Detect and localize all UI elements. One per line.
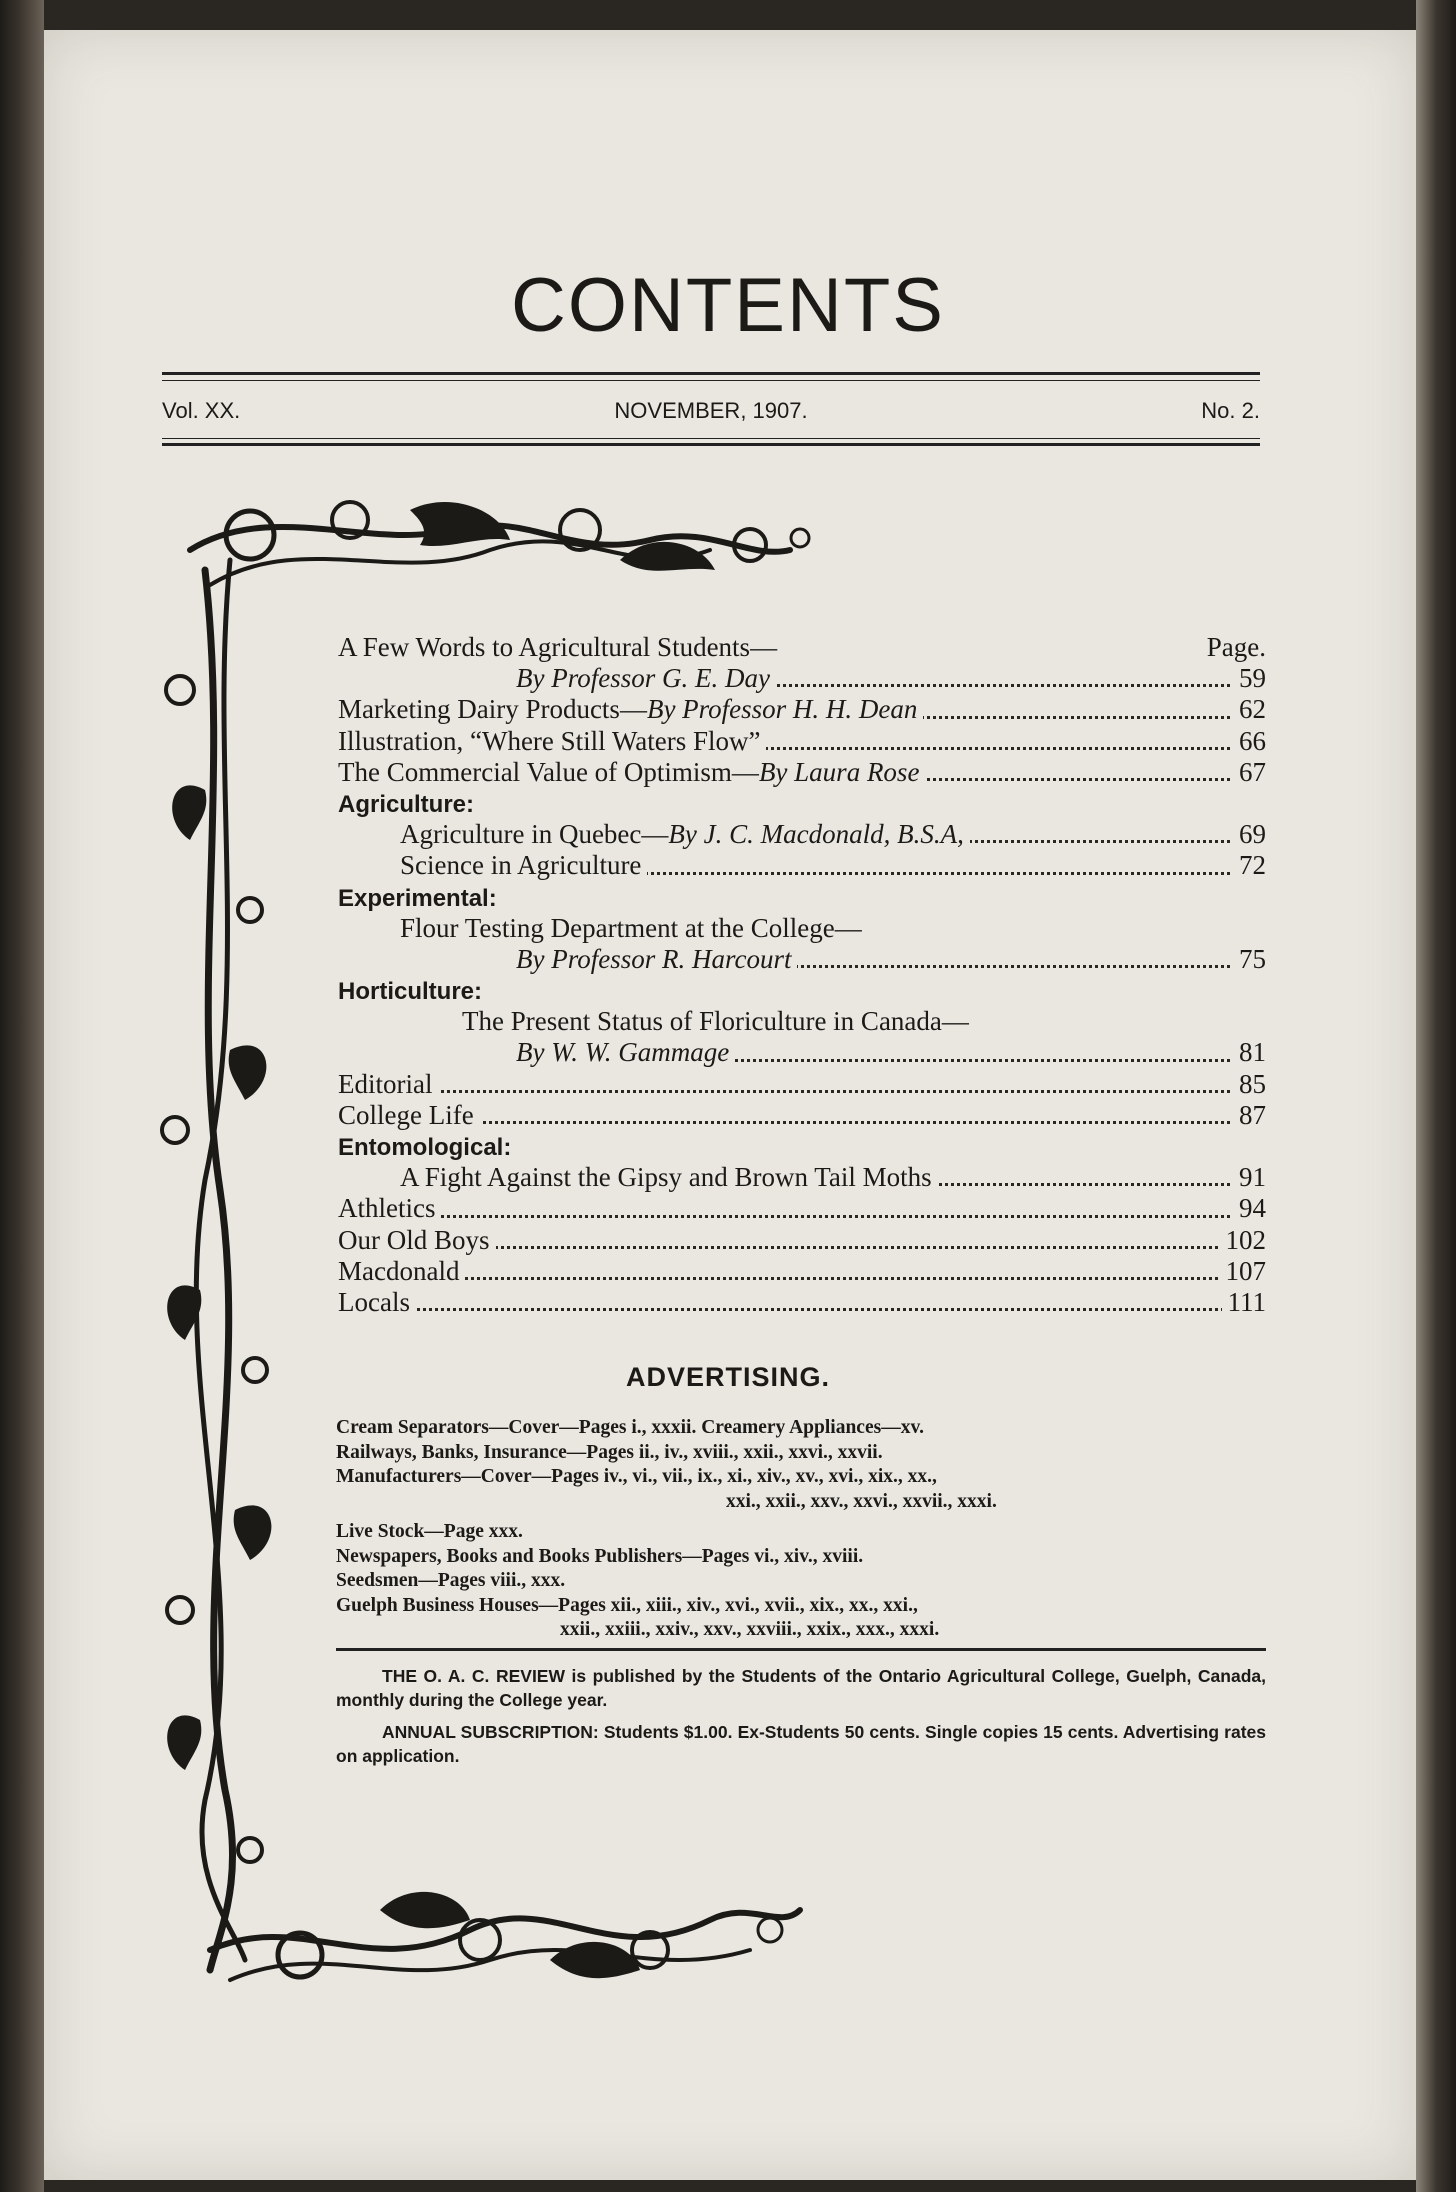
toc-title: Macdonald: [338, 1256, 465, 1286]
toc-page: 85: [1233, 1069, 1266, 1100]
toc-row[interactable]: [338, 663, 1266, 694]
advertising-index: [336, 1416, 1266, 1643]
toc-author: By Professor H. H. Dean: [646, 694, 918, 725]
toc-row[interactable]: [338, 1256, 1266, 1287]
toc-page: 59: [1233, 663, 1266, 694]
advertising-line: Manufacturers—Cover—Pages iv., vi., vii., ix., xi., xiv., xv., xvi., xix., xx.,: [336, 1466, 937, 1487]
toc-row[interactable]: [338, 819, 1266, 850]
toc-row[interactable]: [338, 1100, 1266, 1131]
toc-author: By J. C. Macdonald, B.S.A,: [668, 819, 964, 850]
toc-title: Athletics: [338, 1193, 441, 1223]
toc-title: Our Old Boys: [338, 1225, 496, 1255]
toc-author: By Professor R. Harcourt: [338, 944, 797, 974]
toc-page: 87: [1233, 1100, 1266, 1131]
page-title: CONTENTS: [511, 263, 945, 348]
toc-row[interactable]: [338, 944, 1266, 975]
toc-section-row: [338, 788, 1266, 819]
toc-row[interactable]: [338, 632, 1266, 663]
subscription-notice: ANNUAL SUBSCRIPTION: Students $1.00. Ex-Students 50 cents. Single copies 15 cents. Advertising rates on application.: [336, 1722, 1266, 1766]
toc-page: 66: [1233, 726, 1266, 757]
toc-title: Agriculture in Quebec—: [400, 819, 669, 850]
dot-leader: [338, 1215, 1266, 1218]
toc-row[interactable]: [338, 1069, 1266, 1100]
toc-title: The Commercial Value of Optimism—: [338, 756, 759, 787]
header-rule-top: [162, 372, 1260, 375]
publisher-notice: THE O. A. C. REVIEW is published by the Students of the Ontario Agricultural College, Guelph, Canada, monthly during the College year.: [336, 1666, 1266, 1710]
advertising-line: Cream Separators—Cover—Pages i., xxxii. Creamery Appliances—xv.: [336, 1417, 924, 1438]
advertising-line: Live Stock—Page xxx.: [336, 1521, 523, 1542]
advertising-line: xxi., xxii., xxv., xxvi., xxvii., xxxi.: [726, 1490, 997, 1512]
toc-title: Editorial: [338, 1069, 438, 1099]
toc-page: 62: [1233, 694, 1266, 725]
toc-row[interactable]: [338, 757, 1266, 788]
table-of-contents: [338, 632, 1266, 1318]
advertising-line: Railways, Banks, Insurance—Pages ii., iv., xviii., xxii., xxvi., xxvii.: [336, 1441, 883, 1463]
toc-section-heading: Agriculture:: [338, 791, 480, 818]
toc-page: 107: [1220, 1256, 1267, 1287]
advertising-line: Newspapers, Books and Books Publishers—Pages vi., xiv., xviii.: [336, 1545, 864, 1567]
advertising-heading: ADVERTISING.: [625, 1362, 831, 1392]
toc-section-heading: Experimental:: [338, 885, 503, 912]
advertising-line: xxii., xxiii., xxiv., xxv., xxviii., xxix., xxx., xxxi.: [560, 1619, 940, 1640]
toc-row[interactable]: [338, 694, 1266, 725]
advertising-line: Guelph Business Houses—Pages xii., xiii., xiv., xvi., xvii., xix., xx., xxi.,: [336, 1594, 918, 1616]
toc-author: By Laura Rose: [758, 756, 920, 787]
toc-page: 67: [1233, 757, 1266, 788]
header-rule-bottom: [162, 443, 1260, 446]
toc-section-row: [338, 975, 1266, 1006]
toc-row[interactable]: [338, 1225, 1266, 1256]
toc-row[interactable]: [338, 913, 1266, 944]
toc-title: The Present Status of Floriculture in Canada—: [338, 1006, 975, 1036]
toc-author: By W. W. Gammage: [338, 1037, 735, 1067]
toc-section-row: [338, 882, 1266, 913]
volume-label: Vol. XX.: [162, 398, 241, 423]
toc-page: 69: [1233, 819, 1266, 850]
toc-section-heading: Entomological:: [338, 1134, 517, 1161]
issue-date: NOVEMBER, 1907.: [614, 398, 808, 423]
toc-page-heading: Page.: [1201, 632, 1266, 663]
dot-leader: [338, 1277, 1266, 1280]
header-rule-bottom-thin: [162, 438, 1260, 439]
toc-row[interactable]: [338, 1287, 1266, 1318]
dot-leader: [338, 1090, 1266, 1093]
toc-section-row: [338, 1131, 1266, 1162]
advertising-line: Seedsmen—Pages viii., xxx.: [336, 1570, 566, 1591]
toc-row[interactable]: [338, 1162, 1266, 1193]
publication-notice: [336, 1664, 1266, 1776]
toc-row[interactable]: [338, 1193, 1266, 1224]
dot-leader: [338, 1308, 1266, 1311]
toc-row[interactable]: [338, 1006, 1266, 1037]
toc-title: College Life: [338, 1100, 480, 1130]
toc-page: 81: [1233, 1037, 1266, 1068]
toc-page: 91: [1233, 1162, 1266, 1193]
toc-section-heading: Horticulture:: [338, 978, 488, 1005]
toc-page: 102: [1220, 1225, 1267, 1256]
toc-title: A Few Words to Agricultural Students—: [338, 632, 783, 662]
header-rule-top-thin: [162, 380, 1260, 381]
toc-page: 75: [1233, 944, 1266, 975]
toc-row[interactable]: [338, 726, 1266, 757]
toc-row[interactable]: [338, 1037, 1266, 1068]
toc-title: A Fight Against the Gipsy and Brown Tail Moths: [338, 1162, 938, 1192]
toc-page: 72: [1233, 850, 1266, 881]
toc-page: 94: [1233, 1193, 1266, 1224]
toc-author: By Professor G. E. Day: [338, 663, 776, 693]
toc-title: Flour Testing Department at the College—: [338, 913, 868, 943]
footer-rule: [336, 1648, 1266, 1651]
toc-title: Marketing Dairy Products—: [338, 694, 647, 725]
toc-title: Science in Agriculture: [338, 850, 647, 880]
toc-title: Illustration, “Where Still Waters Flow”: [338, 726, 766, 756]
toc-title: Locals: [338, 1287, 416, 1317]
toc-row[interactable]: [338, 850, 1266, 881]
issue-number: No. 2.: [1201, 398, 1260, 423]
toc-page: 111: [1222, 1287, 1267, 1318]
